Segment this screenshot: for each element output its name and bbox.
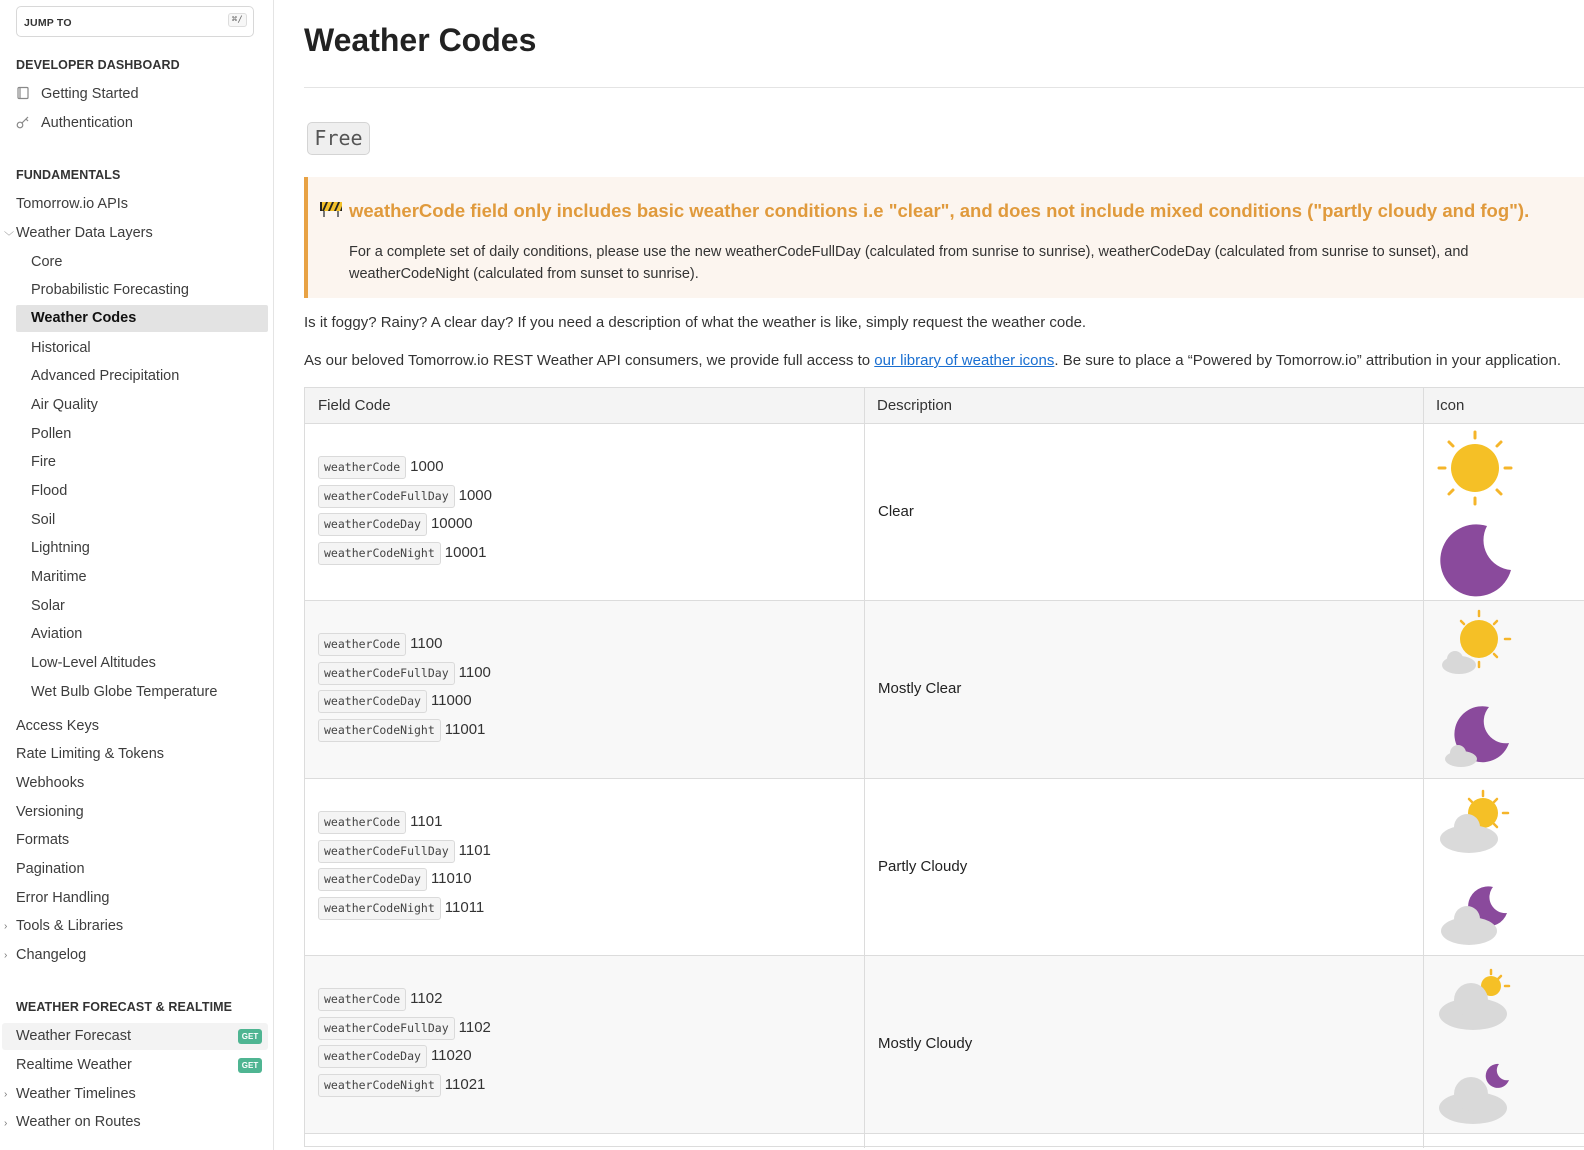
get-method-badge: GET (238, 1029, 262, 1044)
weather-description: Clear (878, 503, 914, 520)
code-value: 1100 (458, 663, 491, 681)
code-name: weatherCodeFullDay (318, 840, 455, 863)
partly-cloudy-day-icon (1437, 789, 1513, 859)
chevron-down-icon[interactable]: ﹀ (4, 232, 14, 243)
get-method-badge: GET (238, 1058, 262, 1073)
weather-icons-link[interactable]: our library of weather icons (874, 352, 1055, 369)
field-codes (318, 988, 491, 1102)
code-name: weatherCodeDay (318, 513, 427, 536)
code-value: 11001 (444, 720, 486, 738)
divider (304, 87, 1584, 88)
weather-codes-table (304, 387, 1584, 1147)
sidebar-item-historical[interactable]: Historical (31, 340, 91, 356)
code-value: 10000 (430, 515, 473, 533)
chevron-right-icon[interactable]: › (4, 950, 8, 961)
main-content (304, 0, 1584, 1150)
intro-paragraph: Is it foggy? Rainy? A clear day? If you need a description of what the weather is like, simply request the weather code. (304, 314, 1087, 331)
code-name: weatherCodeDay (318, 868, 427, 891)
code-name: weatherCodeFullDay (318, 1017, 455, 1040)
sidebar (0, 0, 274, 1150)
paragraph-text: . Be sure to place a “Powered by Tomorrow.io” attribution in your application. (1054, 352, 1562, 369)
sidebar-item-weather-data-layers[interactable]: Weather Data Layers (16, 225, 153, 241)
icons-paragraph (304, 352, 1561, 369)
table-header (305, 388, 1584, 424)
sidebar-item-maritime[interactable]: Maritime (31, 569, 87, 585)
table-row (305, 424, 1584, 601)
code-value: 11010 (430, 870, 472, 888)
chevron-right-icon[interactable]: › (4, 1118, 8, 1129)
section-heading-developer-dashboard: DEVELOPER DASHBOARD (16, 58, 180, 72)
column-divider (1423, 388, 1424, 1148)
chevron-right-icon[interactable]: › (4, 921, 8, 932)
code-value: 1101 (458, 841, 491, 859)
page-title: Weather Codes (304, 22, 537, 58)
code-value: 11000 (430, 692, 472, 710)
sidebar-item-low-level-altitudes[interactable]: Low-Level Altitudes (31, 655, 156, 671)
mostly-clear-night-icon (1437, 701, 1513, 771)
sidebar-item-weather-forecast[interactable]: Weather Forecast (2, 1023, 268, 1050)
plan-badge: Free (307, 122, 370, 155)
mostly-cloudy-day-icon (1437, 968, 1513, 1038)
column-header-description: Description (877, 397, 953, 414)
code-name: weatherCode (318, 988, 406, 1011)
table-row (305, 779, 1584, 956)
weather-description: Partly Cloudy (878, 858, 968, 875)
column-header-icon: Icon (1436, 397, 1465, 414)
sidebar-item-access-keys[interactable]: Access Keys (16, 718, 99, 734)
sidebar-item-weather-timelines[interactable]: Weather Timelines (16, 1086, 136, 1102)
code-name: weatherCode (318, 633, 406, 656)
code-value: 1000 (458, 486, 492, 504)
column-header-field-code: Field Code (318, 397, 391, 414)
code-value: 10001 (444, 543, 487, 561)
sidebar-item-getting-started[interactable] (16, 86, 139, 102)
sidebar-item-rate-limiting[interactable]: Rate Limiting & Tokens (16, 746, 165, 762)
sidebar-item-authentication[interactable] (16, 115, 133, 131)
book-icon (16, 86, 30, 100)
chevron-right-icon[interactable]: › (4, 1089, 8, 1100)
construction-sign-icon (319, 200, 343, 218)
sidebar-item-aviation[interactable]: Aviation (31, 626, 83, 642)
sidebar-item-error-handling[interactable]: Error Handling (16, 890, 110, 906)
code-name: weatherCodeNight (318, 897, 441, 920)
moon-icon (1437, 522, 1513, 598)
key-icon (16, 115, 30, 129)
sun-icon (1437, 430, 1513, 506)
sidebar-item-advanced-precipitation[interactable]: Advanced Precipitation (31, 368, 180, 384)
sidebar-item-pagination[interactable]: Pagination (16, 861, 85, 877)
code-value: 1000 (410, 458, 444, 475)
code-value: 1102 (458, 1018, 491, 1036)
section-heading-fundamentals: FUNDAMENTALS (16, 168, 121, 182)
sidebar-item-webhooks[interactable]: Webhooks (16, 775, 85, 791)
sidebar-item-pollen[interactable]: Pollen (31, 426, 72, 442)
code-name: weatherCodeDay (318, 690, 427, 713)
sidebar-item-flood[interactable]: Flood (31, 483, 68, 499)
code-value: 1102 (410, 990, 443, 1007)
table-row (305, 601, 1584, 779)
sidebar-item-probabilistic-forecasting[interactable]: Probabilistic Forecasting (31, 282, 189, 298)
code-name: weatherCode (318, 811, 406, 834)
code-name: weatherCodeNight (318, 542, 441, 565)
jump-to-search[interactable] (16, 6, 254, 37)
sidebar-item-weather-codes[interactable]: Weather Codes (16, 305, 268, 332)
sidebar-item-solar[interactable]: Solar (31, 598, 65, 614)
code-name: weatherCode (318, 456, 406, 479)
partly-cloudy-night-icon (1437, 881, 1513, 951)
weather-description: Mostly Cloudy (878, 1035, 973, 1052)
column-divider (864, 388, 865, 1148)
keyboard-shortcut: ⌘/ (228, 13, 247, 27)
sidebar-item-weather-on-routes[interactable]: Weather on Routes (16, 1114, 141, 1130)
sidebar-item-tools-libraries[interactable]: Tools & Libraries (16, 918, 124, 934)
field-codes (318, 811, 491, 925)
sidebar-item-label: Authentication (41, 115, 133, 131)
jump-to-label: JUMP TO (24, 17, 72, 29)
code-value: 11021 (444, 1075, 486, 1093)
mostly-clear-day-icon (1437, 609, 1513, 679)
code-name: weatherCodeNight (318, 1074, 441, 1097)
callout-title: weatherCode field only includes basic weather conditions i.e "clear", and does not include mixed conditions ("partly cloudy and fog"). (349, 200, 1530, 221)
warning-callout (304, 177, 1584, 298)
sidebar-item-soil[interactable]: Soil (31, 512, 56, 528)
mostly-cloudy-night-icon (1437, 1058, 1513, 1128)
callout-body: For a complete set of daily conditions, please use the new weatherCodeFullDay (calculated from sunrise to sunrise), weatherCodeDay (calculated from sunrise to sunset), and weatherCodeNight (calculated from sunset to sunrise). (349, 244, 1469, 282)
section-heading-forecast-realtime: WEATHER FORECAST & REALTIME (16, 1000, 233, 1014)
paragraph-text: As our beloved Tomorrow.io REST Weather API consumers, we provide full access to (304, 352, 875, 369)
sidebar-item-formats[interactable]: Formats (16, 832, 70, 848)
code-name: weatherCodeFullDay (318, 485, 455, 508)
sidebar-item-realtime-weather[interactable]: Realtime Weather (16, 1057, 132, 1073)
sidebar-item-tomorrow-apis[interactable]: Tomorrow.io APIs (16, 196, 129, 212)
code-name: weatherCodeFullDay (318, 662, 455, 685)
code-name: weatherCodeDay (318, 1045, 427, 1068)
code-value: 11011 (444, 898, 485, 916)
sidebar-item-core[interactable]: Core (31, 254, 63, 270)
sidebar-item-changelog[interactable]: Changelog (16, 947, 87, 963)
sidebar-item-versioning[interactable]: Versioning (16, 804, 84, 820)
code-value: 11020 (430, 1047, 472, 1065)
field-codes (318, 456, 492, 570)
sidebar-item-air-quality[interactable]: Air Quality (31, 397, 98, 413)
sidebar-item-fire[interactable]: Fire (31, 454, 56, 470)
sidebar-item-label: Getting Started (41, 86, 139, 102)
sidebar-item-lightning[interactable]: Lightning (31, 540, 90, 556)
table-row (305, 956, 1584, 1134)
sidebar-item-wet-bulb-globe-temperature[interactable]: Wet Bulb Globe Temperature (31, 684, 218, 700)
code-name: weatherCodeNight (318, 719, 441, 742)
code-value: 1101 (410, 813, 443, 830)
code-value: 1100 (410, 635, 443, 652)
field-codes (318, 633, 491, 747)
weather-description: Mostly Clear (878, 680, 962, 697)
